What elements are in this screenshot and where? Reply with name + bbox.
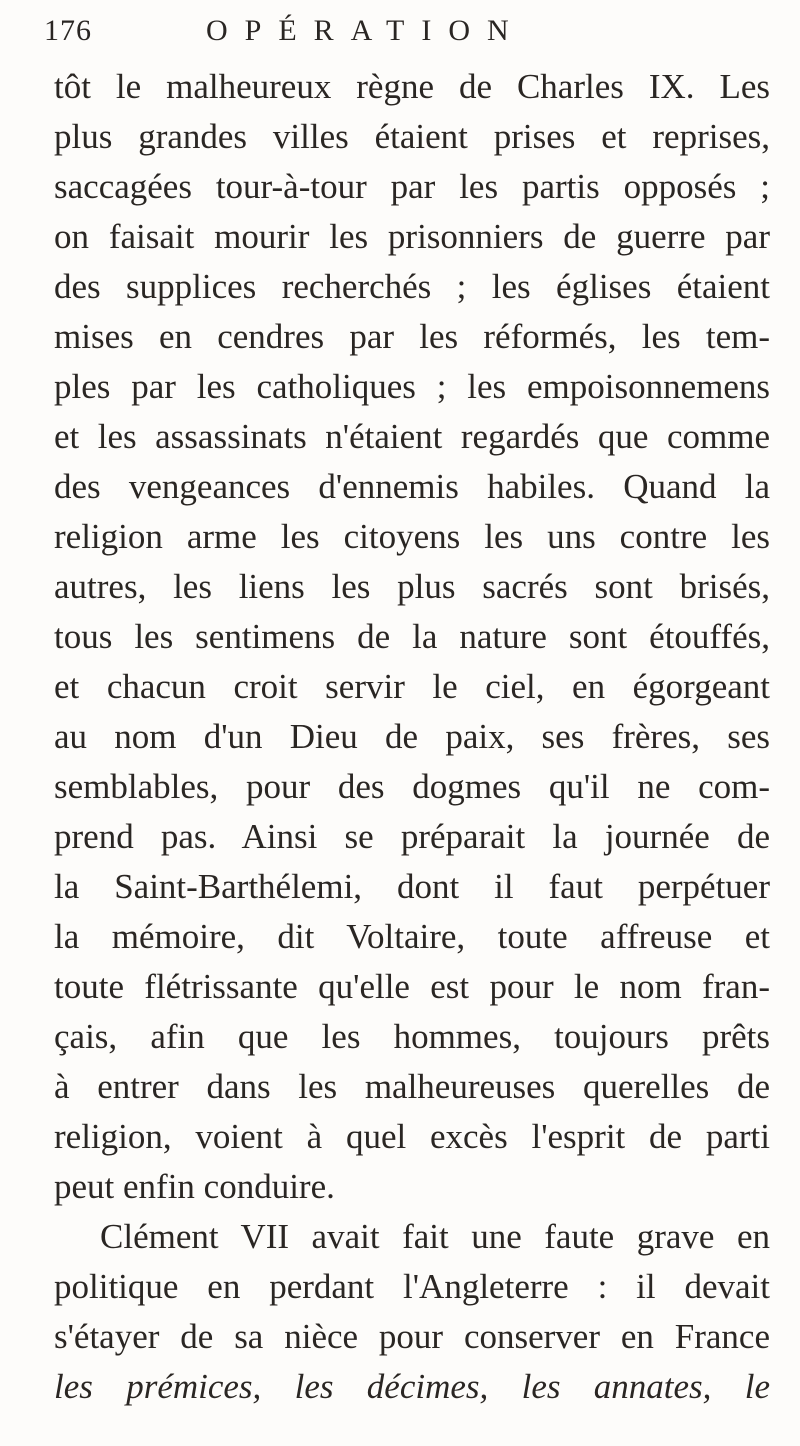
running-head: OPÉRATION: [206, 14, 526, 47]
page-header: [44, 14, 770, 54]
text-line: autres, les liens les plus sacrés sont brisés,: [54, 567, 770, 606]
text-line: mises en cendres par les réformés, les tem-: [54, 317, 770, 356]
text-line-italic: les prémices, les décimes, les annates, le: [54, 1367, 770, 1406]
text-line: tôt le malheureux règne de Charles IX. Les: [54, 67, 770, 106]
text-line: ples par les catholiques ; les empoisonnemens: [54, 367, 770, 406]
text-line: prend pas. Ainsi se préparait la journée de: [54, 817, 770, 856]
text-line: et les assassinats n'étaient regardés que comme: [54, 417, 770, 456]
text-line: politique en perdant l'Angleterre : il devait: [54, 1267, 770, 1306]
text-line: çais, afin que les hommes, toujours prêts: [54, 1017, 770, 1056]
text-line-paragraph-end: peut enfin conduire.: [54, 1167, 335, 1206]
text-line: au nom d'un Dieu de paix, ses frères, ses: [54, 717, 770, 756]
text-line: des vengeances d'ennemis habiles. Quand la: [54, 467, 770, 506]
text-line: des supplices recherchés ; les églises étaient: [54, 267, 770, 306]
text-line: la mémoire, dit Voltaire, toute affreuse et: [54, 917, 770, 956]
text-line: et chacun croit servir le ciel, en égorgeant: [54, 667, 770, 706]
text-line: semblables, pour des dogmes qu'il ne com-: [54, 767, 770, 806]
text-line-paragraph-start: Clément VII avait fait une faute grave en: [100, 1217, 770, 1256]
text-line: à entrer dans les malheureuses querelles de: [54, 1067, 770, 1106]
text-line: religion, voient à quel excès l'esprit de parti: [54, 1117, 770, 1156]
text-line: on faisait mourir les prisonniers de guerre par: [54, 217, 770, 256]
text-line: saccagées tour-à-tour par les partis opposés ;: [54, 167, 770, 206]
text-line: s'étayer de sa nièce pour conserver en France: [54, 1317, 770, 1356]
page-number: 176: [44, 14, 92, 47]
text-line: plus grandes villes étaient prises et reprises,: [54, 117, 770, 156]
text-line: religion arme les citoyens les uns contre les: [54, 517, 770, 556]
text-line: tous les sentimens de la nature sont étouffés,: [54, 617, 770, 656]
text-line: la Saint-Barthélemi, dont il faut perpétuer: [54, 867, 770, 906]
body-text: [54, 62, 770, 1412]
text-line: toute flétrissante qu'elle est pour le nom fran-: [54, 967, 770, 1006]
